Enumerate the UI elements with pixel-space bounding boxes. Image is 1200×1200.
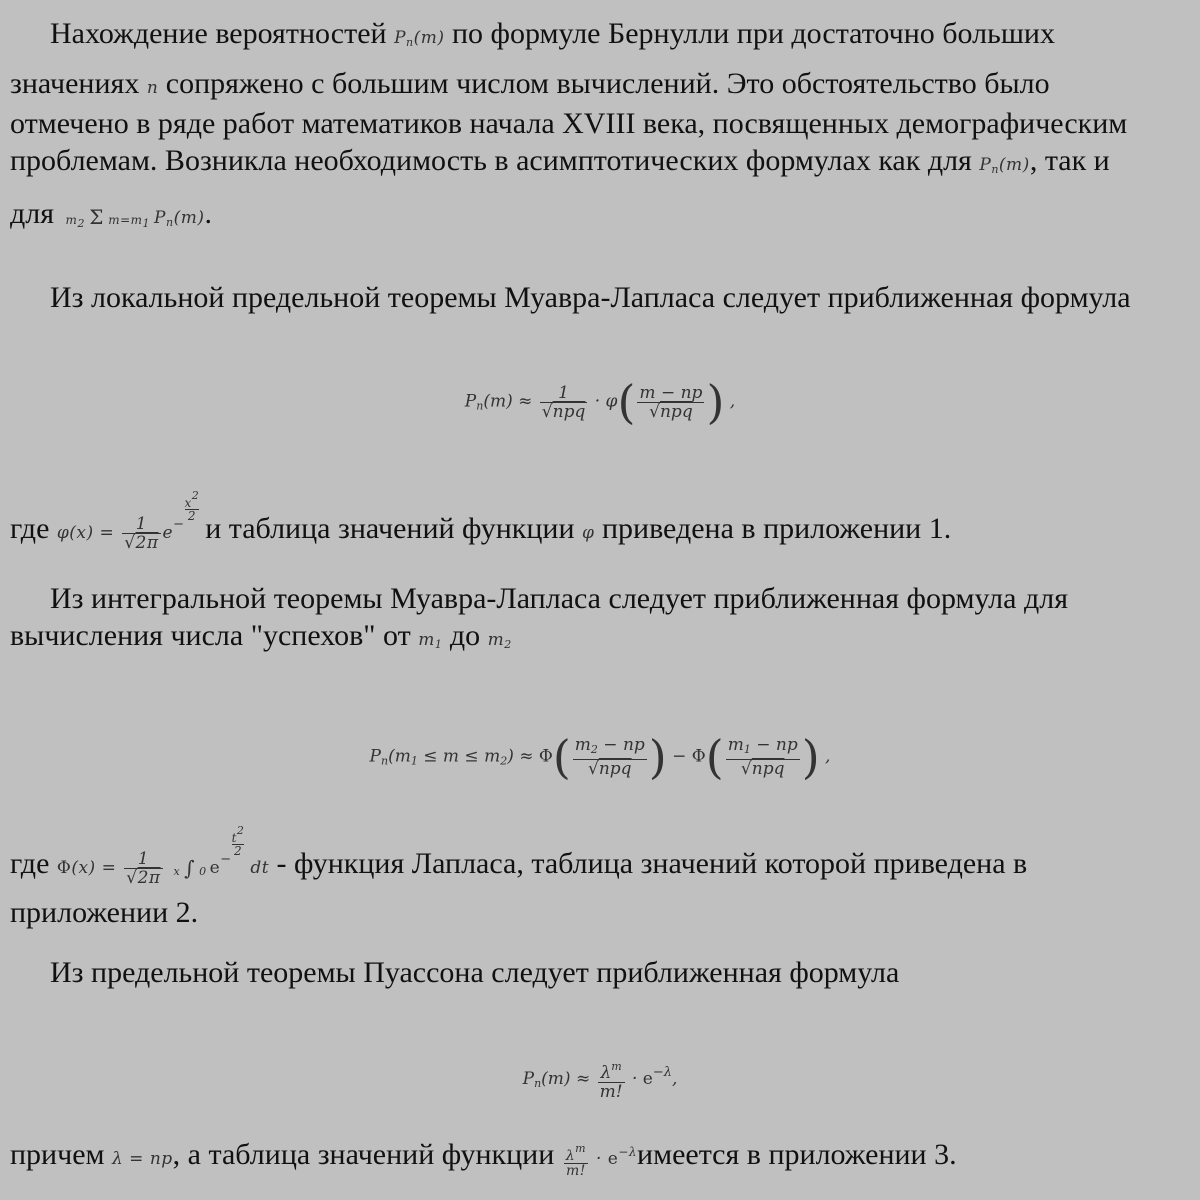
- text-segment: для: [10, 197, 55, 230]
- formula-m2: $m_2$: [487, 630, 512, 651]
- summation-symbol: $m_2$ Σ $m=m_1$: [65, 204, 151, 230]
- paragraph-4-line-2: [10, 618, 1190, 663]
- formula-pn-m: $P_n(m)$: [979, 155, 1030, 176]
- text-segment: и таблица значений функции: [205, 512, 575, 545]
- text-segment: , так и: [1029, 144, 1110, 177]
- formula-pn-m: $P_n(m)$: [394, 28, 445, 49]
- fraction: $\frac{1}{\text{√npq}}$: [541, 382, 586, 422]
- formula-integral-moivre-laplace: $P_n(m_1 \le m \le m_2) \approx \Phi$( $\frac{m_2 - np}{\text{√npq}}$ ) − Φ( $\frac{m_1 - np}{\text{√npq}}$ ) ,: [369, 730, 831, 784]
- paragraph-1-line-1: [50, 16, 1190, 61]
- text-segment: - функция Лапласа, таблица значений которой приведена в: [276, 847, 1028, 880]
- formula-poisson-function: $\frac{\lambda^m}{m!}$ · $e^{-\lambda}$: [565, 1141, 638, 1179]
- paragraph-7: [10, 1134, 1190, 1178]
- formula-phi: φ: [582, 523, 595, 543]
- paragraph-1-line-5: [10, 196, 1190, 241]
- paragraph-6: Из предельной теоремы Пуассона следует приближенная формула: [50, 956, 900, 989]
- text-segment: вычисления числа "успехов" от: [10, 619, 411, 652]
- formula-phi-x: φ(x) = $\frac{1}{√2\pi}$ $e^{- \frac{x^2}{2}}$: [56, 489, 200, 553]
- paragraph-4-line-1: Из интегральной теоремы Муавра-Лапласа следует приближенная формула для: [50, 582, 1068, 615]
- fraction: $\frac{\lambda^m}{m!}$: [565, 1141, 587, 1179]
- text-segment: где: [10, 512, 50, 545]
- paragraph-1-line-4: [10, 143, 1190, 188]
- text-segment: значениях: [10, 67, 140, 100]
- paragraph-1-line-3: отмечено в ряде работ математиков начала XVIII века, посвященных демографическим: [10, 107, 1128, 140]
- paragraph-3: [10, 490, 1190, 552]
- text-segment: , а таблица значений функции: [172, 1138, 555, 1171]
- text-segment: по формуле Бернулли при достаточно больших: [452, 17, 1055, 50]
- paragraph-1-line-2: [10, 66, 1190, 106]
- text-segment: проблемам. Возникла необходимость в асимптотических формулах как для: [10, 144, 972, 177]
- text-segment: имеется в приложении 3.: [637, 1138, 957, 1171]
- text-segment: причем: [10, 1138, 105, 1171]
- text-segment: .: [204, 197, 212, 230]
- fraction: $\frac{\lambda^m}{m!}$: [599, 1060, 623, 1102]
- formula-n: n: [146, 78, 159, 98]
- text-segment: приведена в приложении 1.: [601, 512, 952, 545]
- formula-poisson: $P_n(m)$ ≈ $\frac{\lambda^m}{m!}$ · $e^{-\lambda}$,: [522, 1060, 678, 1102]
- text-segment: Нахождение вероятностей: [50, 17, 387, 50]
- formula-local-moivre-laplace: $P_n(m)$ ≈ $\frac{1}{\text{√npq}}$ · φ( $\frac{m - np}{\text{√npq}}$ ) ,: [464, 375, 736, 429]
- fraction: $\frac{1}{√2\pi}$: [126, 849, 161, 888]
- formula-laplace-function: Φ(x) = $\frac{1}{√2\pi}$ x ∫ 0 $e^{- \frac{t^2}{2}}$ dt: [56, 824, 270, 888]
- formula-sum-pn: $m_2$ Σ $m=m_1$ $P_n(m)$: [65, 204, 205, 230]
- fraction: $\frac{m - np}{\text{√npq}}$: [639, 382, 703, 422]
- text-segment: до: [449, 619, 481, 652]
- integral-symbol: x ∫ 0: [173, 856, 207, 880]
- text-segment: сопряжено с большим числом вычислений. Это обстоятельство было: [165, 67, 1050, 100]
- paragraph-5-line-2: приложении 2.: [10, 896, 199, 929]
- fraction: $\frac{m_2 - np}{\text{√npq}}$: [574, 735, 645, 779]
- formula-m1: $m_1$: [418, 630, 443, 651]
- fraction: $\frac{m_1 - np}{\text{√npq}}$: [727, 735, 798, 779]
- paragraph-2: Из локальной предельной теоремы Муавра-Лапласа следует приближенная формула: [50, 281, 1131, 314]
- text-segment: где: [10, 847, 50, 880]
- formula-lambda-np: λ = np: [112, 1149, 173, 1169]
- paragraph-5-line-1: [10, 825, 1190, 887]
- fraction: $\frac{1}{√2\pi}$: [124, 514, 159, 553]
